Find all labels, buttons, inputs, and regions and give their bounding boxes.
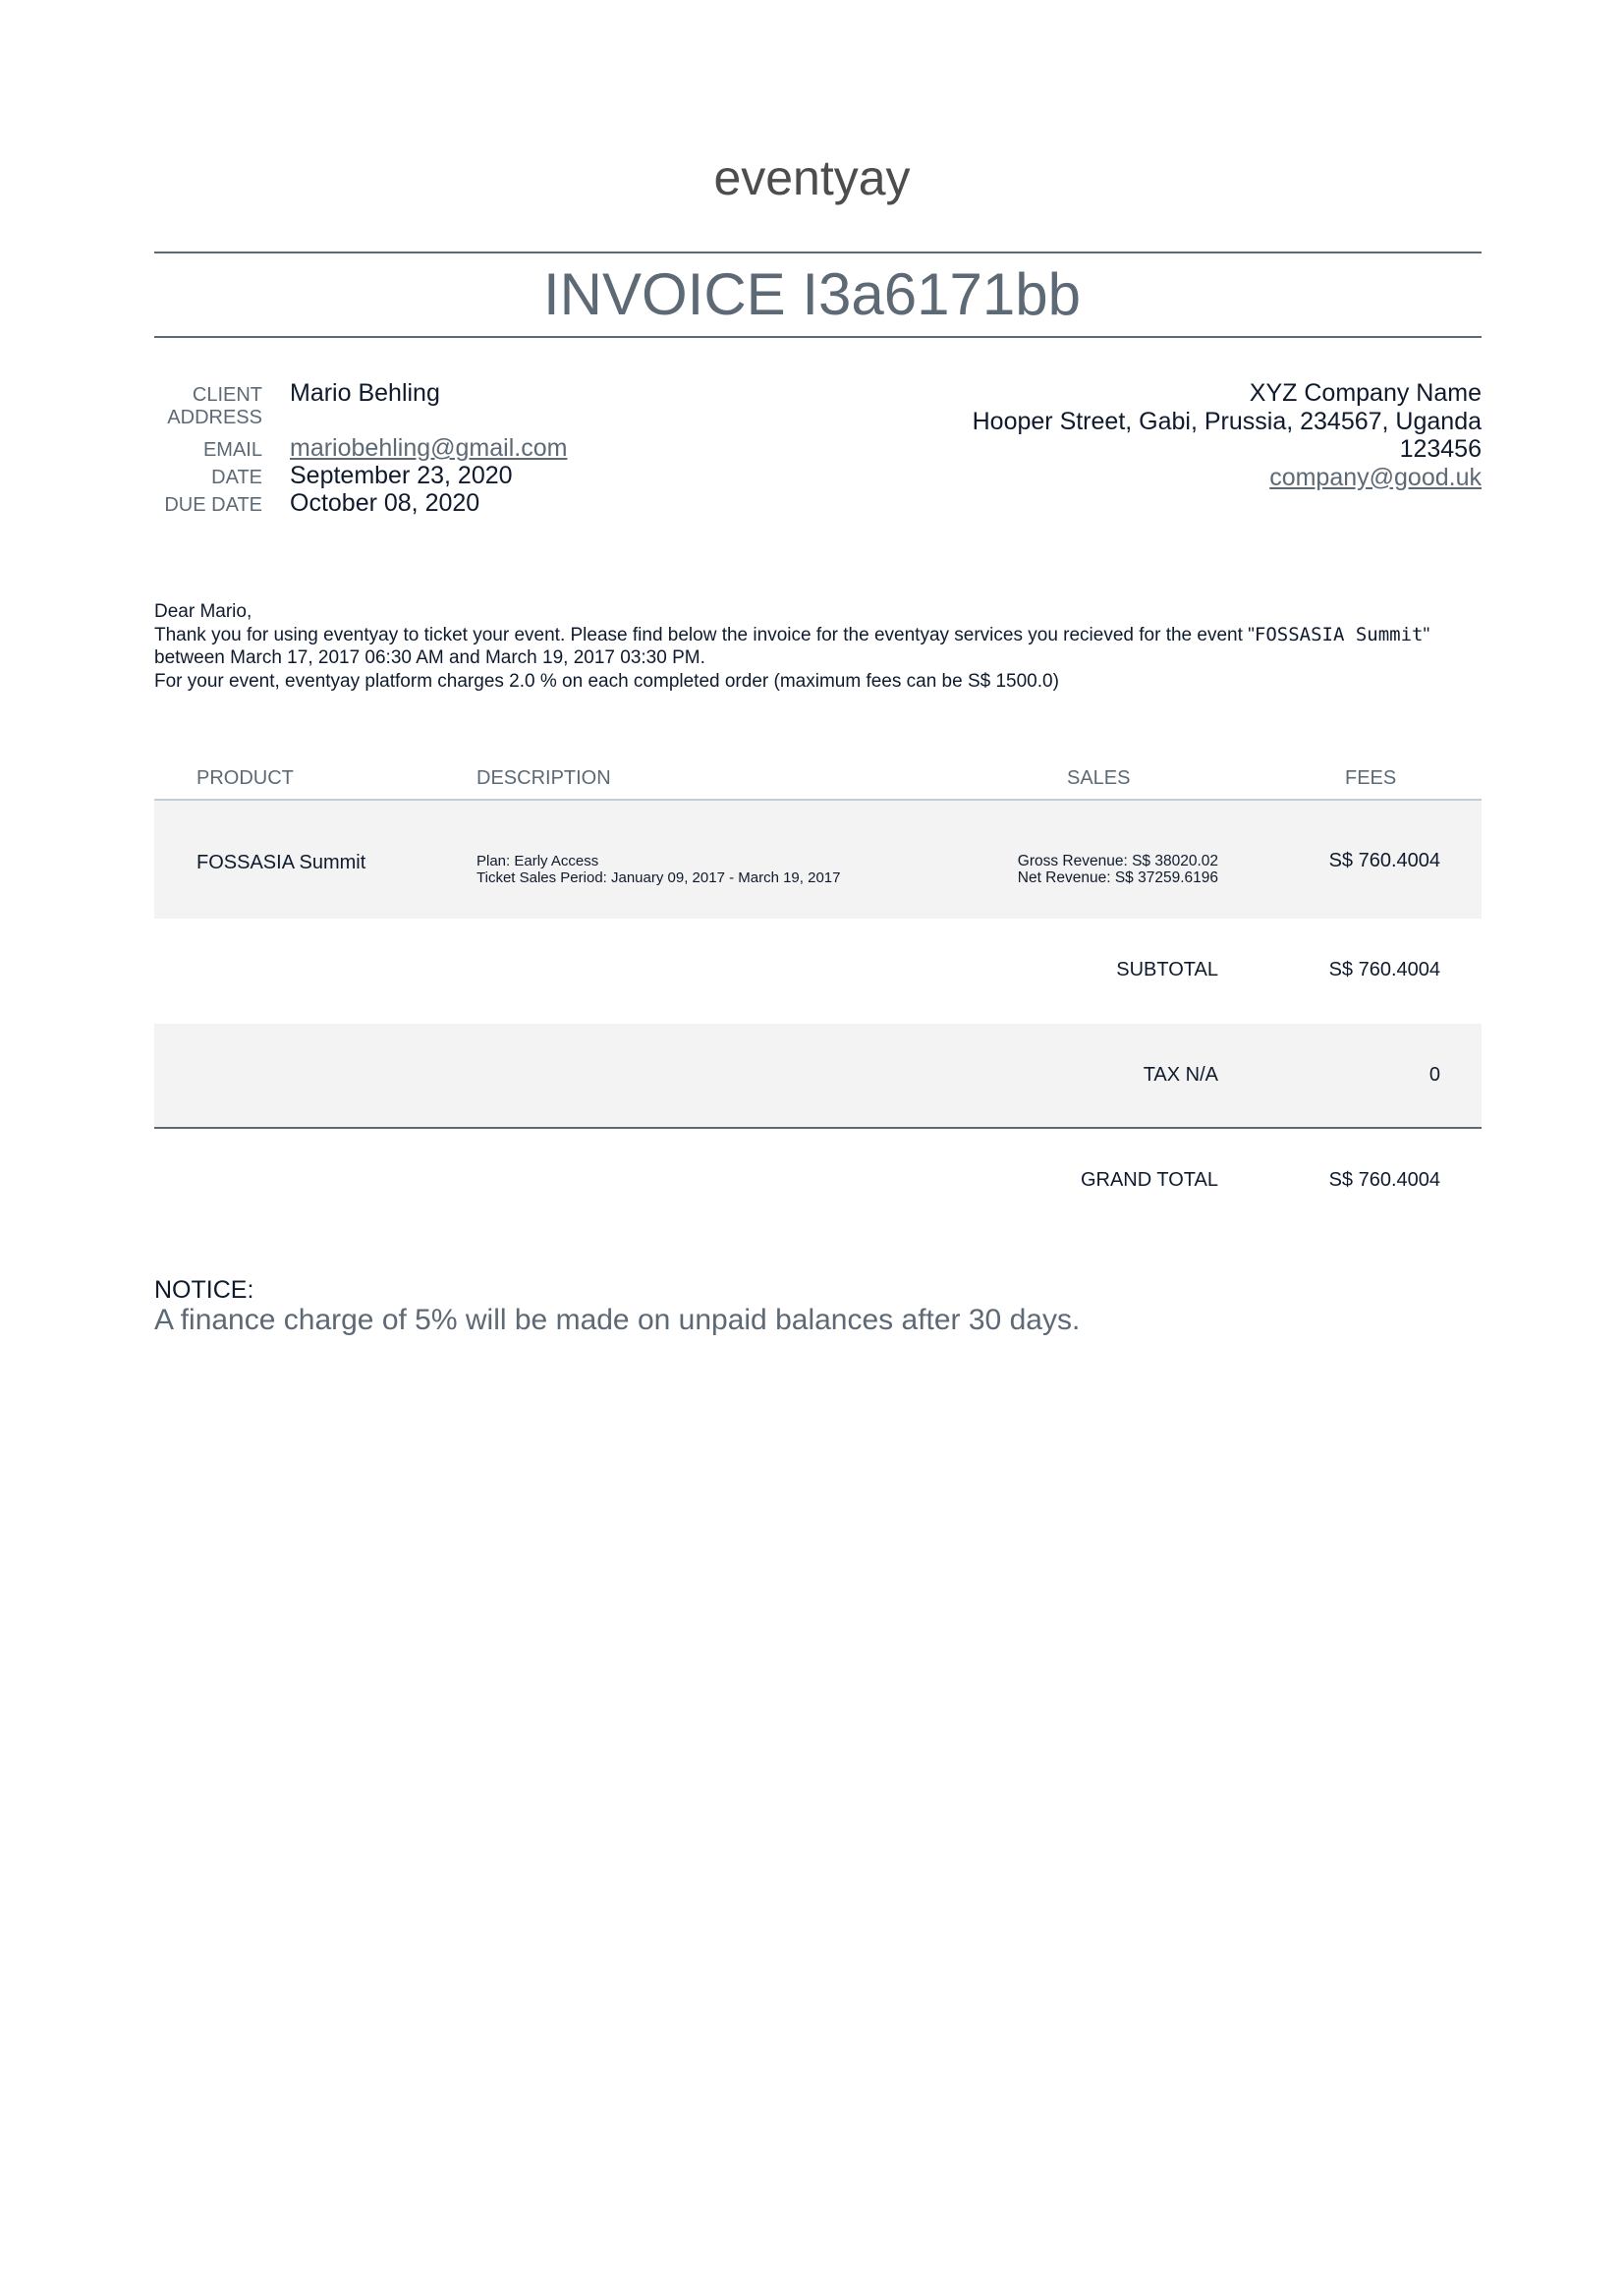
letter-line1-post: " between March 17, 2017 06:30 AM and March 19, 2017 03:30 PM.	[154, 624, 1430, 668]
company-phone: 123456	[1399, 435, 1482, 463]
subtotal-label: SUBTOTAL	[1116, 959, 1218, 980]
title-rule-bottom	[154, 336, 1482, 338]
table-row	[154, 801, 1482, 919]
grand-total-row	[154, 1129, 1482, 1234]
address-label: ADDRESS	[167, 407, 262, 428]
subtotal-row	[154, 919, 1482, 1024]
client-details	[154, 379, 567, 517]
client-row-address	[154, 407, 567, 434]
grand-total-label: GRAND TOTAL	[1080, 1169, 1218, 1191]
row-sales	[1018, 853, 1218, 886]
company-details	[973, 379, 1482, 491]
letter-event-name: FOSSASIA Summit	[1254, 623, 1424, 645]
row-fees: S$ 760.4004	[1328, 850, 1440, 871]
letter-line1-pre: Thank you for using eventyay to ticket your event. Please find below the invoice for the eventyay services you recieved for the event "	[154, 624, 1255, 645]
row-description	[476, 853, 840, 886]
letter-body-line2: For your event, eventyay platform charges 2.0 % on each completed order (maximum fees can be S$ 1500.0)	[154, 670, 1059, 692]
row-description-period: Ticket Sales Period: January 09, 2017 - March 19, 2017	[476, 869, 841, 886]
row-product: FOSSASIA Summit	[196, 852, 366, 873]
company-name: XYZ Company Name	[1249, 379, 1482, 407]
row-sales-net: Net Revenue: S$ 37259.6196	[1017, 869, 1218, 886]
date-label: DATE	[211, 467, 262, 488]
notice-text: A finance charge of 5% will be made on unpaid balances after 30 days.	[154, 1304, 1081, 1336]
cover-letter	[154, 600, 1490, 693]
title-rule-top	[154, 252, 1482, 253]
client-row-due-date	[154, 489, 567, 517]
column-header-sales: SALES	[1067, 767, 1131, 789]
invoice-date: September 23, 2020	[290, 462, 513, 489]
letter-greeting: Dear Mario,	[154, 601, 252, 622]
due-date: October 08, 2020	[290, 489, 480, 517]
table-header	[154, 761, 1482, 801]
client-name: Mario Behling	[290, 379, 440, 407]
row-description-plan: Plan: Early Access	[476, 853, 599, 869]
client-label: CLIENT	[192, 384, 262, 406]
grand-total-value: S$ 760.4004	[1328, 1169, 1440, 1191]
client-email-link[interactable]: mariobehling@gmail.com	[290, 434, 568, 462]
column-header-description: DESCRIPTION	[476, 767, 611, 789]
invoice-table	[154, 761, 1482, 1234]
row-sales-gross: Gross Revenue: S$ 38020.02	[1017, 853, 1218, 869]
company-email-link[interactable]: company@good.uk	[1269, 463, 1482, 491]
tax-label: TAX N/A	[1143, 1064, 1218, 1086]
company-address: Hooper Street, Gabi, Prussia, 234567, Uganda	[972, 407, 1482, 435]
invoice-title: INVOICE I3a6171bb	[542, 261, 1081, 327]
client-row-name	[154, 379, 567, 407]
tax-value: 0	[1428, 1064, 1440, 1086]
subtotal-value: S$ 760.4004	[1328, 959, 1440, 980]
column-header-fees: FEES	[1345, 767, 1397, 789]
notice-section	[154, 1276, 1080, 1337]
client-row-email	[154, 434, 567, 462]
tax-row	[154, 1024, 1482, 1129]
email-label: EMAIL	[202, 439, 262, 461]
notice-label: NOTICE:	[154, 1276, 254, 1304]
letter-body-line1	[154, 624, 1490, 670]
due-date-label: DUE DATE	[164, 494, 262, 516]
column-header-product: PRODUCT	[196, 767, 294, 789]
client-row-date	[154, 462, 567, 489]
brand-logo-text: eventyay	[713, 150, 911, 205]
